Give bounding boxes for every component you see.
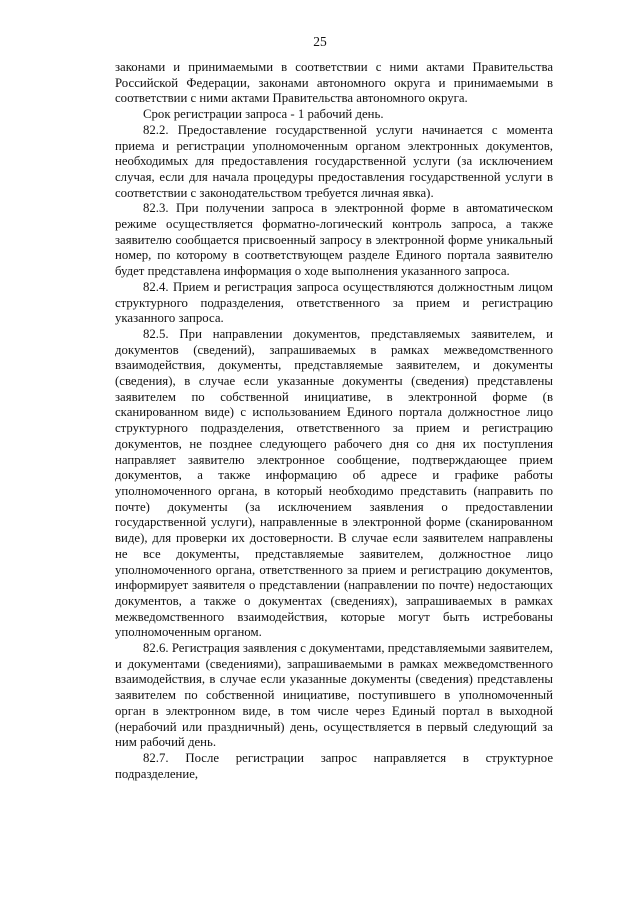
paragraph-82-5: 82.5. При направлении документов, представляемых заявителем, и документов (сведений), запрашиваемых в рамках межведомственного взаимодействия, документы, представляемые заявителем, и документы (сведения), в случае если указанные документы (сведения) представлены заявителем по собственной инициативе, в электронной форме (в сканированном виде) с использованием Единого портала должностное лицо структурного подразделения, ответственного за прием и регистрацию документов, не позднее следующего рабочего дня со дня их поступления направляет заявителю электронное сообщение, подтверждающее прием документов, а также информацию об адресе и графике работы уполномоченного органа, в который необходимо представить (направить по почте) документы (за исключением заявления о предоставлении государственной услуги), направленные в электронной форме (сканированном виде), для проверки их достоверности. В случае если заявителем направлены не все документы, представляемые заявителем, должностное лицо уполномоченного органа, ответственного за прием и регистрацию документов, информирует заявителя о представлении (направлении по почте) недостающих документов, а также о документах (сведениях), запрашиваемых в рамках межведомственного взаимодействия, которые могут быть истребованы уполномоченным органом. xyxy=(115,326,553,640)
document-body xyxy=(115,60,553,782)
paragraph-82-4: 82.4. Прием и регистрация запроса осуществляются должностным лицом структурного подразделения, ответственного за прием и регистрацию указанного запроса. xyxy=(115,279,553,326)
paragraph-82-6: 82.6. Регистрация заявления с документами, представляемыми заявителем, и документами (сведениями), запрашиваемыми в рамках межведомственного взаимодействия, в случае если указанные документы (сведения) представлены заявителем по собственной инициативе, поступившего в уполномоченный орган в электронном виде, в том числе через Единый портал в выходной (нерабочий или праздничный) день, осуществляется в первый следующий за ним рабочий день. xyxy=(115,641,553,750)
paragraph-82-2: 82.2. Предоставление государственной услуги начинается с момента приема и регистрации уполномоченным органом электронных документов, необходимых для предоставления государственной услуги (за исключением случая, если для начала процедуры предоставления государственной услуги в соответствии с законодательством требуется личная явка). xyxy=(115,122,553,200)
paragraph-registration-term: Срок регистрации запроса - 1 рабочий день. xyxy=(143,107,384,122)
paragraph-82-7: 82.7. После регистрации запрос направляется в структурное подразделение, xyxy=(115,750,553,781)
paragraph-continuation: законами и принимаемыми в соответствии с ними актами Правительства Российской Федерации, законами автономного округа и принимаемыми в соответствии с ними актами Правительства автономного округа. xyxy=(115,60,553,106)
paragraph-82-3: 82.3. При получении запроса в электронной форме в автоматическом режиме осуществляется форматно-логический контроль запроса, а также заявителю сообщается присвоенный запросу в электронной форме уникальный номер, по которому в соответствующем разделе Единого портала заявителю будет представлена информация о ходе выполнения указанного запроса. xyxy=(115,201,553,279)
page-number: 25 xyxy=(313,34,327,49)
